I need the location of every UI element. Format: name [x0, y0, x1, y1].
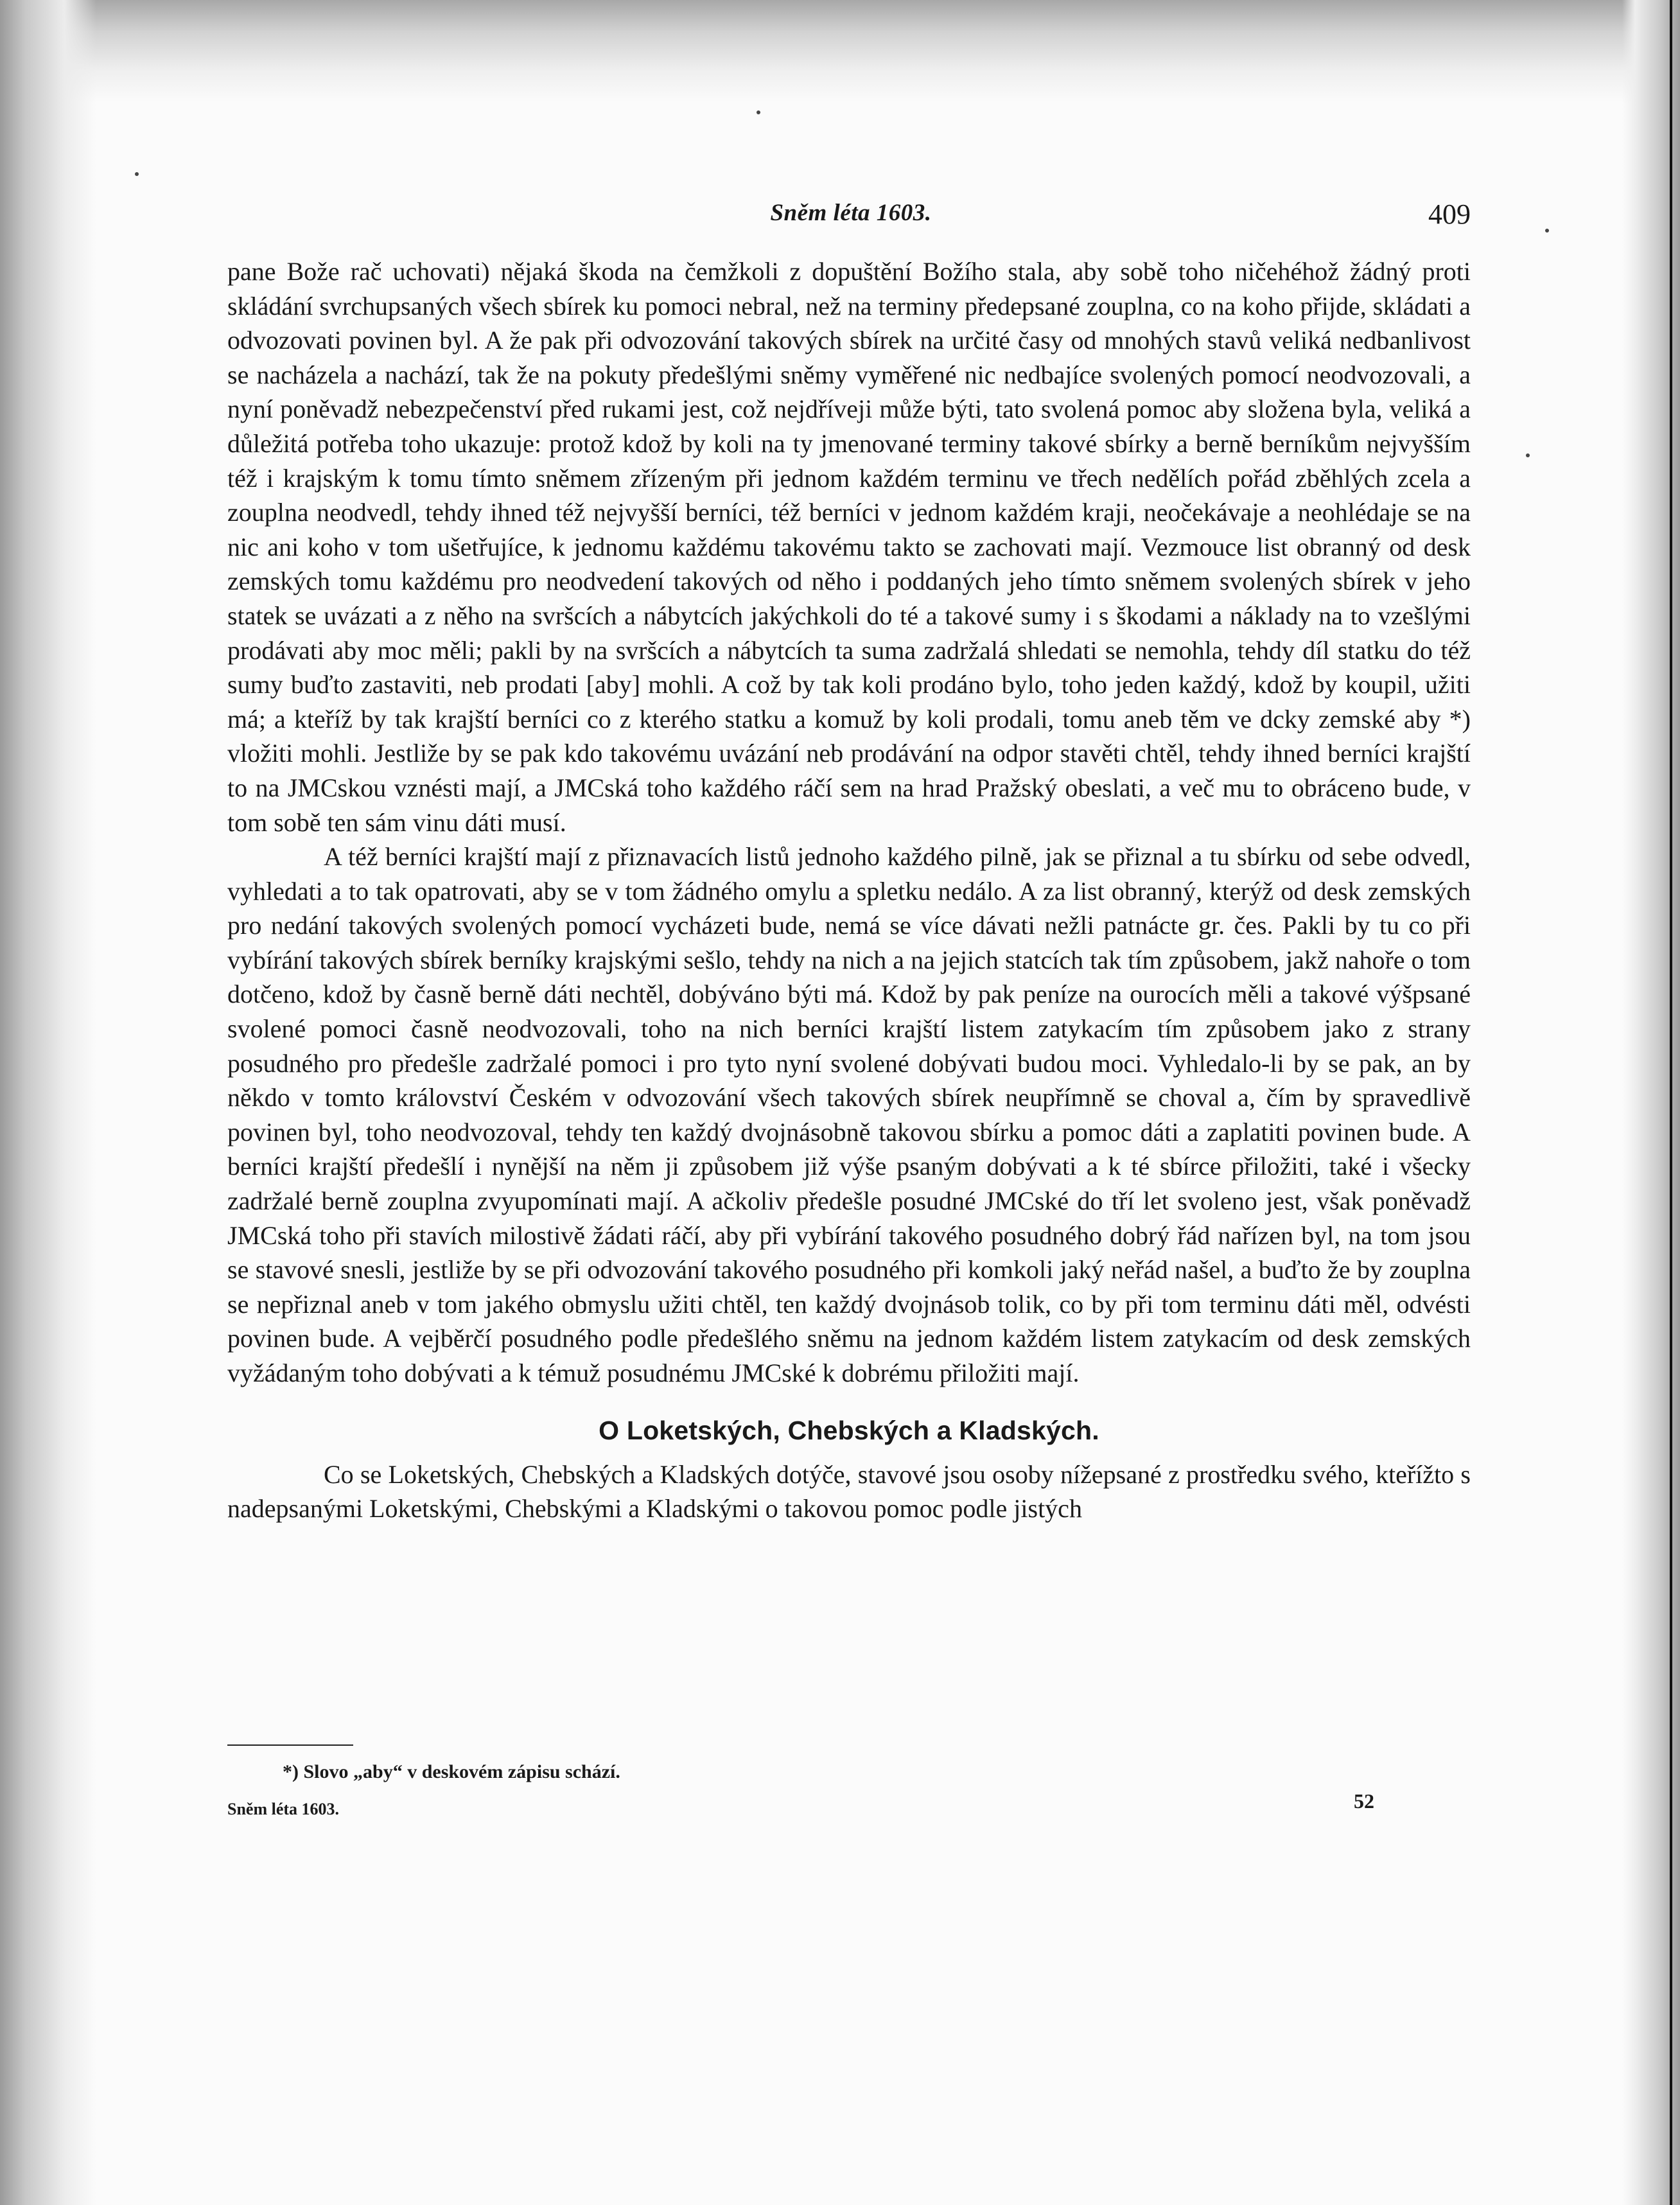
footnote-rule [227, 1744, 353, 1746]
paragraph-2: A též berníci krajští mají z přiznavacích listů jednoho každého pilně, jak se přiznal a tu sbírku od sebe odvedl, vyhledati a to tak opatrovati, aby se v tom žádného omylu a spletku nedálo. A za list obranný, kterýž od desk zemských pro nedání takových svolených pomocí vycházeti bude, nemá se více dávati nežli patnácte gr. čes. Pakli by tu co při vybírání takových sbírek berníky krajskými sešlo, tehdy na nich a na jejich statcích tak tím způsobem, jakž nahoře o tom dotčeno, kdož by časně berně dáti nechtěl, dobýváno býti má. Kdož by pak peníze na ourocích měli a takové výšpsané svolené pomoci časně neodvozovali, toho na nich berníci krajští listem zatykacím tím způsobem jako z strany posudného pro předešle zadržalé pomoci i pro tyto nyní svolené dobývati budou moci. Vyhledalo-li by se pak, an by někdo v tomto království Českém v odvozování všech takových sbírek neupřímně se choval a, čím by spravedlivě povinen byl, toho neodvozoval, tehdy ten každý dvojnásobně takovou sbírku a pomoc dáti a zaplatiti povinen bude. A berníci krajští předešlí i nynější na něm ji způsobem již výše psaným dobývati a k té sbírce přiložiti, také i všecky zadržalé berně zouplna zvyupomínati mají. A ačkoliv předešle posudné JMCské do tří let svoleno jest, však poněvadž JMCská toho při stavích milostivě žádati ráčí, aby při vybírání takového posudného dobrý řád nařízen byl, na tom jsou se stavové snesli, jestliže by se při odvozování takového posudného při komkoli jaký neřád našel, a buďto že by zouplna se nepřiznal aneb v tom jakého obmyslu užiti chtěl, ten každý dvojnásob tolik, co by při tom terminu dáti měl, odvésti povinen bude. A vejběrčí posudného podle předešlého sněmu na jednom každém listem zatykacím od desk zemských vyžádaným toho dobývati a k témuž posudnému JMCské k dobrému přiložiti mají. [227, 842, 1471, 1387]
section-paragraph: Co se Loketských, Chebských a Kladských dotýče, stavové jsou osoby nížepsané z prostředku svého, kteřížto s nadepsanými Loketskými, Chebskými a Kladskými o takovou pomoc podle jistých [227, 1459, 1471, 1524]
paragraph-1: pane Bože rač uchovati) nějaká škoda na čemžkoli z dopuštění Božího stala, aby sobě toho ničehéhož žádný proti skládání svrchupsaných všech sbírek ku pomoci nebral, než na terminy předepsané zouplna, co na koho přijde, skládati a odvozovati povinen byl. A že pak při odvozování takových sbírek na určité časy od mnohých stavů veliká nedbanlivost se nacházela a nachází, tak že na pokuty předešlými sněmy vyměřené nic nedbajíce svolených pomocí neodvozovali, a nyní poněvadž nebezpečenství před rukami jest, což nejdříveji může býti, tato svolená pomoc aby složena byla, veliká a důležitá potřeba toho ukazuje: protož kdož by koli na ty jmenované terminy takové sbírky a berně berníkům nejvyšším též i krajským k tomu tímto sněmem zřízeným při jednom každém terminu ve třech nedělích pořád zběhlých zcela a zouplna neodvedl, tehdy ihned též nejvyšší berníci, též berníci v jednom každém kraji, neočekávaje a neohlédaje se na nic ani koho v tom ušetřujíce, k jednomu každému takovému takto se zachovati mají. Vezmouce list obranný od desk zemských tomu každému pro neodvedení takových od něho i poddaných jeho tímto sněmem svolených sbírek v jeho statek se uvázati a z něho na svršcích a nábytcích jakýchkoli do té a takové sumy i s škodami a náklady na to vzešlými prodávati aby moc měli; pakli by na svršcích a nábytcích ta suma zadržalá shledati se nemohla, tehdy díl statku do též sumy buďto zastaviti, neb prodati [aby] mohli. A což by tak koli prodáno bylo, toho jeden každý, kdož by koupil, užiti má; a kteříž by tak krajští berníci co z kterého statku a komuž by koli prodali, tomu aneb těm ve dcky zemské aby *) vložiti mohli. Jestliže by se pak kdo takovému uvázání neb prodávání na odpor stavěti chtěl, tehdy ihned berníci krajští to na JMCskou vznésti mají, a JMCská toho každého ráčí sem na hrad Pražský obeslati, a več mu to obráceno bude, v tom sobě ten sám vinu dáti musí. [227, 257, 1471, 837]
page-number: 409 [1428, 198, 1471, 230]
footnote: *) Slovo „aby“ v deskovém zápisu schází. [283, 1761, 620, 1782]
body-text [227, 254, 1471, 1526]
running-title: Sněm léta 1603. [770, 200, 932, 226]
printer-signature: Sněm léta 1603. [227, 1800, 340, 1818]
sheet-signature-number: 52 [1354, 1789, 1374, 1813]
section-heading: O Loketských, Chebských a Kladských. [599, 1415, 1099, 1445]
